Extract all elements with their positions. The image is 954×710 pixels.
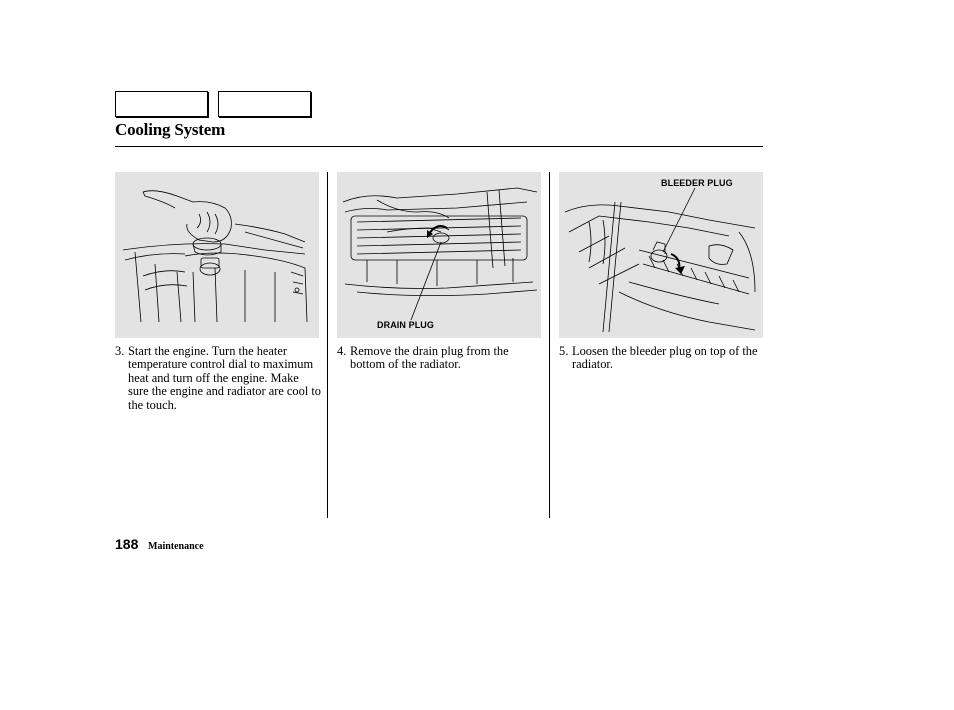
radiator-cap-drawing xyxy=(115,172,319,338)
page-title: Cooling System xyxy=(115,120,226,139)
nav-button-next[interactable] xyxy=(218,91,311,117)
step-5 xyxy=(559,345,763,372)
step-4-number: 4. xyxy=(337,344,347,358)
bleeder-plug-callout: BLEEDER PLUG xyxy=(661,178,733,188)
step-5-text: Loosen the bleeder plug on top of the radiator. xyxy=(572,344,758,372)
column-divider-1 xyxy=(327,172,328,518)
step-3-text: Start the engine. Turn the heater temperature control dial to maximum heat and turn off the engine. Make sure the engine and radiator are cool to the touch. xyxy=(128,344,322,412)
nav-button-previous[interactable] xyxy=(115,91,208,117)
bleeder-plug-drawing xyxy=(559,172,763,338)
step-3 xyxy=(115,345,321,412)
step-4 xyxy=(337,345,543,372)
bleeder-plug-illustration xyxy=(559,172,763,338)
drain-plug-illustration xyxy=(337,172,541,338)
step-3-number: 3. xyxy=(115,344,125,358)
column-divider-2 xyxy=(549,172,550,518)
drain-plug-drawing xyxy=(337,172,541,338)
section-label: Maintenance xyxy=(148,541,204,552)
title-rule xyxy=(115,146,763,147)
step-5-number: 5. xyxy=(559,344,569,358)
drain-plug-callout: DRAIN PLUG xyxy=(377,320,434,330)
page-number: 188 xyxy=(115,536,139,552)
step-4-text: Remove the drain plug from the bottom of the radiator. xyxy=(350,344,509,372)
radiator-cap-illustration xyxy=(115,172,319,338)
